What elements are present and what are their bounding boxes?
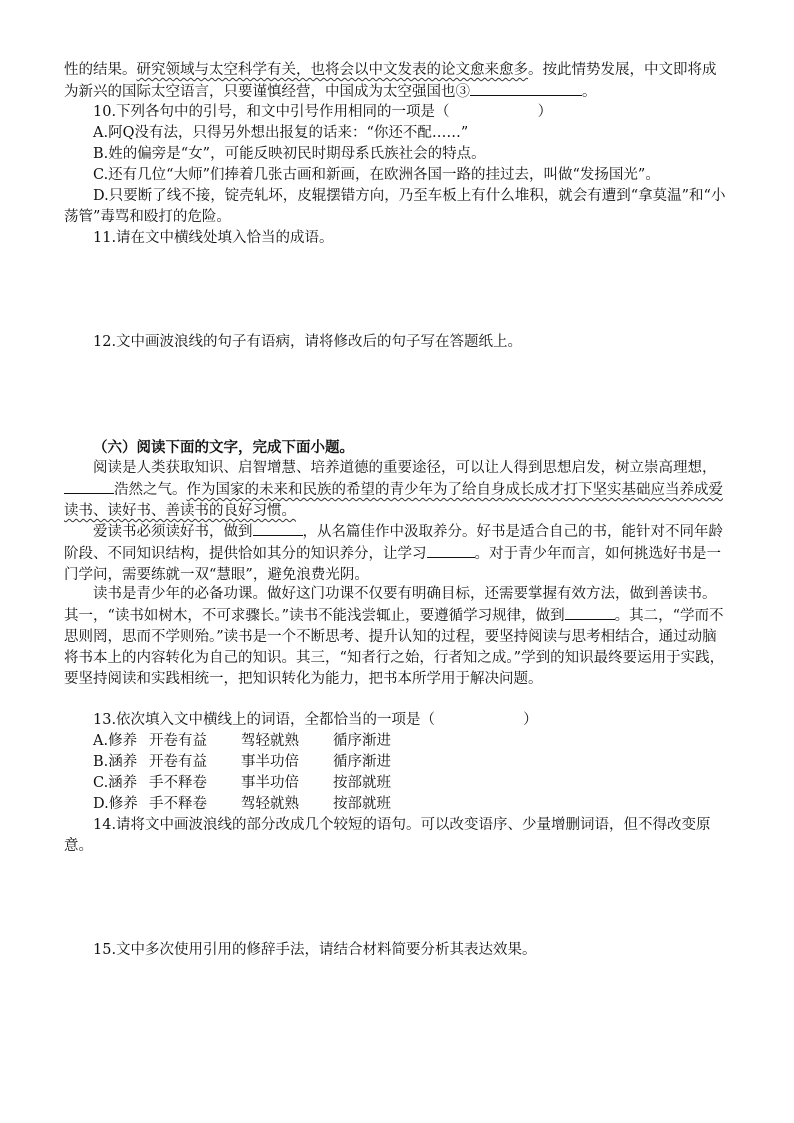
text-segment: 。按此情势发展，中文即将成为新兴的国际太空语言，只要谨慎经营，中国成为太空强国也③ xyxy=(64,62,717,100)
passage-paragraph-1: 阅读是人类获取知识、启智增慧、培养道德的重要途径，可以让人得到思想启发，树立崇高理想，浩然之气。作为国家的未来和民族的希望的青少年为了给自身成长成才打下坚实基础应当养成爱读书、读好书、善读书的良好习惯。 xyxy=(64,460,723,519)
answer-blank-2[interactable] xyxy=(253,521,303,536)
answer-blank-4[interactable] xyxy=(565,605,615,620)
wavy-underlined-sentence: 作为国家的未来和民族的希望的青少年为了给自身成长成才打下坚实基础应当养成爱读书、读好书、善读书的良好习惯。 xyxy=(64,482,723,519)
question-10-option-a: A.阿Q没有法，只得另外想出报复的话来：“你还不配……” xyxy=(93,125,469,141)
question-13-option-c: C.涵养 手不释卷 事半功倍 按部就班 xyxy=(93,775,391,791)
question-10-stem: 10.下列各句中的引号，和文中引号作用相同的一项是（ ） xyxy=(93,104,553,120)
question-13-stem: 13.依次填入文中横线上的词语，全都恰当的一项是（ ） xyxy=(93,712,538,728)
answer-blank-1[interactable] xyxy=(64,479,114,494)
answer-blank-3[interactable] xyxy=(427,543,475,558)
passage-end-paragraph xyxy=(64,60,728,103)
text-segment: 性的结果。 xyxy=(64,62,137,78)
question-15: 15.文中多次使用引用的修辞手法，请结合材料简要分析其表达效果。 xyxy=(93,942,537,958)
text-segment: 。 xyxy=(582,84,597,100)
question-13-option-d: D.修养 手不释卷 驾轻就熟 按部就班 xyxy=(93,796,391,812)
question-10-option-d: D.只要断了线不接，锭壳轧坏，皮辊摆错方向，乃至车板上有什么堆积，就会有遭到“拿莫温”和“小荡管”毒骂和殴打的危险。 xyxy=(64,188,726,225)
question-10-option-c: C.还有几位“大师”们捧着几张古画和新画，在欧洲各国一路的挂过去，叫做“发扬国光”。 xyxy=(93,167,660,183)
question-11: 11.请在文中横线处填入恰当的成语。 xyxy=(93,230,334,246)
question-13-option-a: A.修养 开卷有益 驾轻就熟 循序渐进 xyxy=(93,733,391,749)
section-6-heading: （六）阅读下面的文字，完成下面小题。 xyxy=(93,439,354,456)
passage-paragraph-2: 爱读书必须读好书，做到 ，从名篇佳作中汲取养分。好书是适合自己的书，能针对不同年龄阶段、不同知识结构，提供恰如其分的知识养分，让学习 。对于青少年而言，如何挑选好书是一门学问，需要练就一双“慧眼”，避免浪费光阴。 xyxy=(64,521,728,586)
answer-blank-3[interactable] xyxy=(470,81,582,96)
question-10-option-b: B.姓的偏旁是“女”，可能反映初民时期母系氏族社会的特点。 xyxy=(93,146,486,162)
wavy-underlined-sentence: 研究领域与太空科学有关，也将会以中文发表的论文愈来愈多 xyxy=(136,62,528,78)
passage-paragraph-3: 读书是青少年的必备功课。做好这门功课不仅要有明确目标，还需要掌握有效方法，做到善读书。其一，“读书如树木，不可求骤长。”读书不能浅尝辄止，要遵循学习规律，做到 。其二，“学而不思则罔，思而不学则殆。”读书是一个不断思考、提升认知的过程，要坚持阅读与思考相结合，通过动脑将书本上的内容转化为自己的知识。其三，“知者行之始，行者知之成。”学到的知识最终要运用于实践，要坚持阅读和实践相统一，把知识转化为能力，把书本所学用于解决问题。 xyxy=(64,586,725,687)
question-13-option-b: B.涵养 开卷有益 事半功倍 循序渐进 xyxy=(93,754,391,770)
question-12: 12.文中画波浪线的句子有语病，请将修改后的句子写在答题纸上。 xyxy=(93,334,523,350)
question-14: 14.请将文中画波浪线的部分改成几个较短的语句。可以改变语序、少量增删词语，但不得改变原意。 xyxy=(64,817,711,854)
